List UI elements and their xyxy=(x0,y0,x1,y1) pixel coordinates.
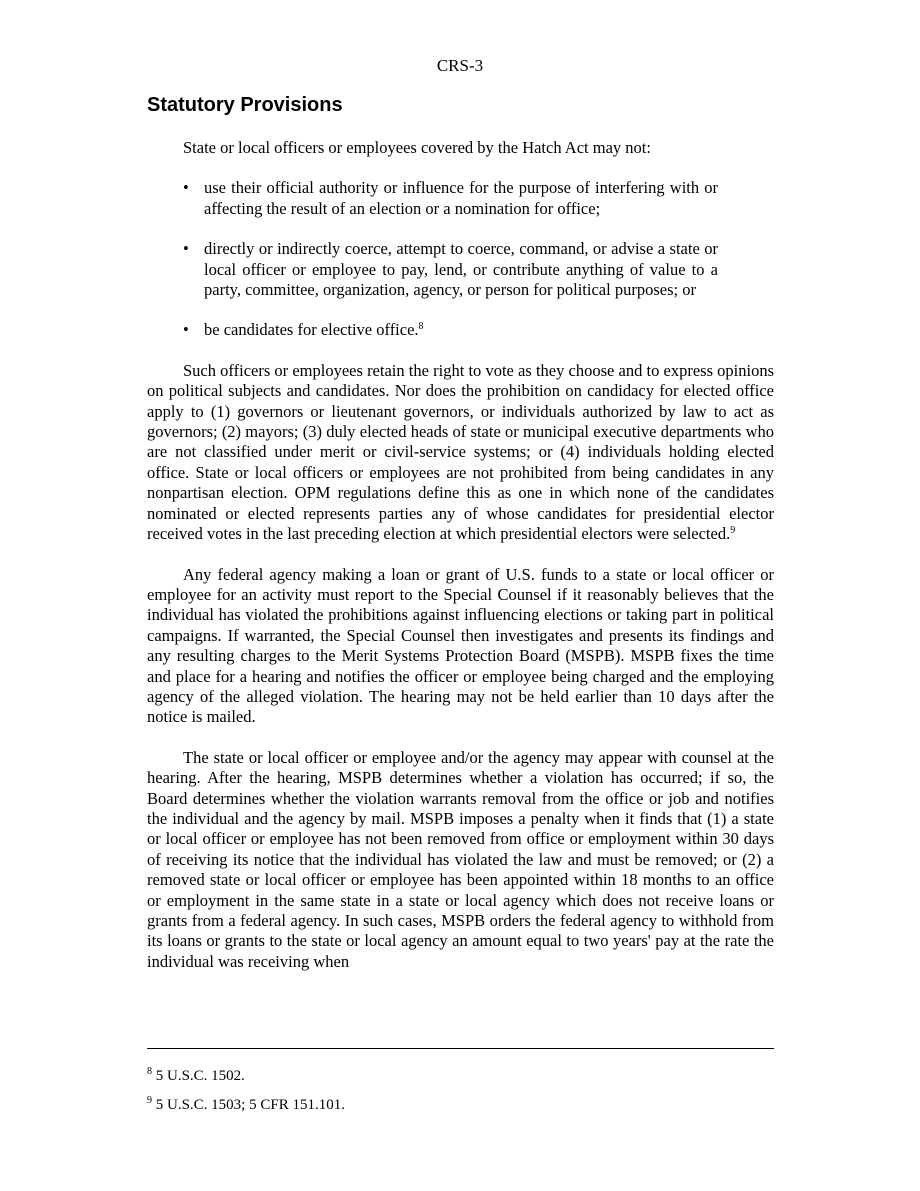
footnote-ref-9[interactable]: 9 xyxy=(730,525,736,537)
list-item-text: directly or indirectly coerce, attempt to coerce, command, or advise a state or local officer or employee to pay, lend, or contribute anything of value to a party, committee, organization, agency, or person for political purposes; or xyxy=(204,239,718,300)
footnote-9 xyxy=(147,1096,774,1115)
footnote-number: 9 xyxy=(147,1095,152,1106)
body-paragraph-candidacy xyxy=(147,361,774,545)
footnote-text: 5 U.S.C. 1502. xyxy=(155,1068,245,1084)
list-item-text: be candidates for elective office. xyxy=(204,320,419,340)
list-item xyxy=(183,239,718,300)
footnote-text: 5 U.S.C. 1503; 5 CFR 151.101. xyxy=(155,1097,345,1113)
paragraph-text: The state or local officer or employee and/or the agency may appear with counsel at the hearing. After the hearing, MSPB determines whether a violation has occurred; if so, the Board determines whether the violation warrants removal from the office or job and notifies the individual and the agency by mail. MSPB imposes a penalty when it finds that (1) a state or local officer or employee has not been removed from office or employment within 30 days of receiving its notice that the individual has violated the law and must be removed; or (2) a removed state or local officer or employee has been appointed within 18 months to an office or employment in the same state in a state or local agency which does not receive loans or grants from a federal agency. In such cases, MSPB orders the federal agency to withhold from its loans or grants to the state or local agency an amount equal to two years' pay at the rate the individual was receiving when xyxy=(147,747,774,971)
bullet-icon: • xyxy=(183,320,189,340)
body-paragraph-reporting xyxy=(147,565,774,728)
section-title: Statutory Provisions xyxy=(147,94,343,116)
footnote-number: 8 xyxy=(147,1066,152,1077)
footnote-8 xyxy=(147,1067,774,1086)
page-number-header: CRS-3 xyxy=(436,56,484,75)
footnote-divider xyxy=(147,1048,774,1049)
intro-paragraph: State or local officers or employees covered by the Hatch Act may not: xyxy=(183,138,651,157)
bullet-icon: • xyxy=(183,178,189,198)
list-item xyxy=(183,178,718,219)
footnote-ref-8[interactable]: 8 xyxy=(418,321,424,333)
bullet-icon: • xyxy=(183,239,189,259)
list-item-text: use their official authority or influence for the purpose of interfering with or affecting the result of an election or a nomination for office; xyxy=(204,178,718,218)
list-item xyxy=(183,320,718,340)
provisions-list xyxy=(183,178,718,340)
paragraph-text: Any federal agency making a loan or grant of U.S. funds to a state or local officer or employee for an activity must report to the Special Counsel if it reasonably believes that the individual has violated the prohibitions against influencing elections or taking part in political campaigns. If warranted, the Special Counsel then investigates and presents its findings and any resulting charges to the Merit Systems Protection Board (MSPB). MSPB fixes the time and place for a hearing and notifies the officer or employee being charged and the employing agency of the alleged violation. The hearing may not be held earlier than 10 days after the notice is mailed. xyxy=(147,564,774,727)
footnotes xyxy=(147,1067,774,1125)
paragraph-text: Such officers or employees retain the right to vote as they choose and to express opinions on political subjects and candidates. Nor does the prohibition on candidacy for elected office apply to (1) governors or lieutenant governors, or individuals authorized by law to act as governors; (2) mayors; (3) duly elected heads of state or municipal executive departments who are not classified under merit or civil-service systems; or (4) individuals holding elected office. State or local officers or employees are not prohibited from being candidates in any nonpartisan election. OPM regulations define this as one in which none of the candidates nominated or elected represents parties any of whose candidates for presidential elector received votes in the last preceding election at which presidential electors were selected. xyxy=(147,360,774,544)
page-body xyxy=(147,92,774,992)
body-paragraph-hearing xyxy=(147,748,774,972)
